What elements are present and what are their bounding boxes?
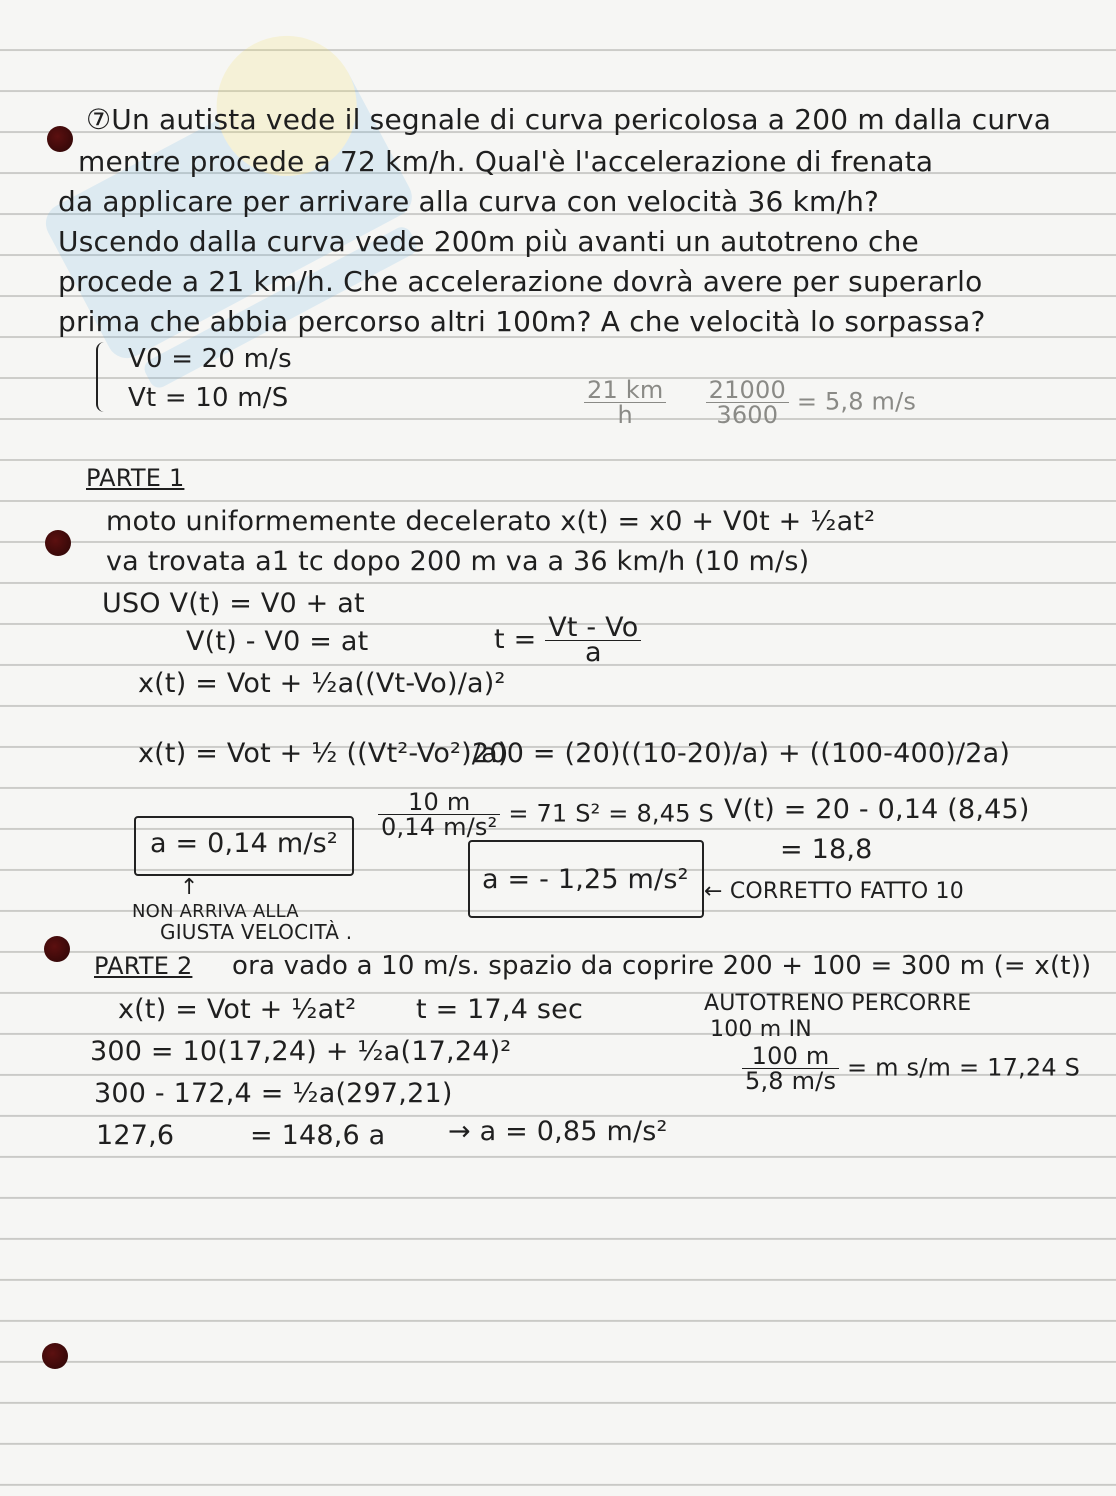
- problem-line-4: Uscendo dalla curva vede 200m più avanti un autotreno che: [58, 225, 919, 258]
- part2-eq4-a: 127,6: [96, 1120, 175, 1151]
- t-eq-label: t =: [494, 624, 546, 655]
- wrong-answer: a = 0,14 m/s²: [150, 828, 338, 859]
- problem-line-6: prima che abbia percorso altri 100m? A che velocità lo sorpassa?: [58, 305, 986, 338]
- truck-den: 5,8 m/s: [745, 1067, 837, 1095]
- calc-num: 10 m: [378, 790, 500, 815]
- part1-line7: x(t) = Vot + ½ ((Vt²-Vo²)/a): [138, 738, 509, 769]
- part1-v-eq1: V(t) = 20 - 0,14 (8,45): [724, 794, 1030, 825]
- conv-num: 21 km: [584, 378, 666, 403]
- truck-calc: [742, 1044, 1080, 1093]
- calc-den: 0,14 m/s²: [381, 813, 498, 841]
- truck-line-2: 100 m IN: [710, 1017, 812, 1042]
- part2-eq4-c: → a = 0,85 m/s²: [448, 1116, 668, 1147]
- part2-eq1-t: t = 17,4 sec: [416, 994, 583, 1025]
- arrow-note-2: NON ARRIVA ALLA: [132, 901, 299, 922]
- binder-hole-2: [45, 530, 71, 556]
- given-vt: Vt = 10 m/S: [128, 383, 289, 413]
- part1-v-eq2: = 18,8: [780, 834, 873, 865]
- correct-note: ← CORRETTO FATTO 10: [704, 879, 964, 904]
- conversion: [584, 378, 916, 427]
- truck-num: 100 m: [742, 1044, 839, 1069]
- part1-line4: V(t) - V0 = at: [186, 626, 369, 657]
- part1-line6: x(t) = Vot + ½a((Vt-Vo)/a)²: [138, 668, 506, 699]
- part2-eq2: 300 = 10(17,24) + ½a(17,24)²: [90, 1036, 512, 1067]
- problem-line-5: procede a 21 km/h. Che accelerazione dovrà avere per superarlo: [58, 265, 983, 298]
- watermark-logo: [0, 0, 525, 516]
- part1-title: PARTE 1: [86, 464, 185, 492]
- binder-hole-1: [47, 126, 73, 152]
- binder-hole-4: [42, 1343, 68, 1369]
- part2-eq4-b: = 148,6 a: [250, 1120, 386, 1151]
- part2-intro: ora vado a 10 m/s. spazio da coprire 200 + 100 = 300 m (= x(t)): [232, 951, 1092, 981]
- problem-line-1: ⑦Un autista vede il segnale di curva pericolosa a 200 m dalla curva: [86, 103, 1052, 136]
- part1-t-formula: [494, 612, 641, 668]
- conv-val-num: 21000: [706, 378, 789, 403]
- t-eq-num: Vt - Vo: [545, 616, 641, 641]
- right-answer: a = - 1,25 m/s²: [482, 864, 689, 895]
- given-v0: V0 = 20 m/s: [128, 344, 292, 374]
- binder-hole-3: [44, 936, 70, 962]
- part2-eq1: x(t) = Vot + ½at²: [118, 994, 357, 1025]
- conv-den: h: [617, 401, 633, 429]
- truck-result: = m s/m = 17,24 S: [847, 1053, 1081, 1082]
- part2-eq3: 300 - 172,4 = ½a(297,21): [94, 1078, 453, 1109]
- arrow-note-3: GIUSTA VELOCITÀ .: [160, 920, 353, 944]
- part2-title: PARTE 2: [94, 952, 193, 980]
- truck-line-1: AUTOTRENO PERCORRE: [704, 991, 972, 1016]
- calc-result: = 71 S² = 8,45 S: [508, 799, 714, 828]
- part1-line7b: 200 = (20)((10-20)/a) + ((100-400)/2a): [472, 738, 1011, 769]
- conv-result: = 5,8 m/s: [796, 387, 917, 416]
- conv-val-den: 3600: [716, 401, 779, 429]
- part1-line2: va trovata a1 tc dopo 200 m va a 36 km/h (10 m/s): [106, 546, 810, 577]
- t-eq-den: a: [584, 637, 602, 668]
- part1-line1: moto uniformemente decelerato x(t) = x0 + V0t + ½at²: [106, 506, 876, 537]
- problem-line-2: mentre procede a 72 km/h. Qual'è l'accelerazione di frenata: [78, 145, 934, 178]
- problem-line-3: da applicare per arrivare alla curva con velocità 36 km/h?: [58, 185, 880, 218]
- arrow-note-1: ↑: [180, 875, 199, 900]
- part1-calc: [378, 790, 714, 839]
- part1-line3: USO V(t) = V0 + at: [102, 588, 365, 619]
- given-brace: [96, 342, 112, 412]
